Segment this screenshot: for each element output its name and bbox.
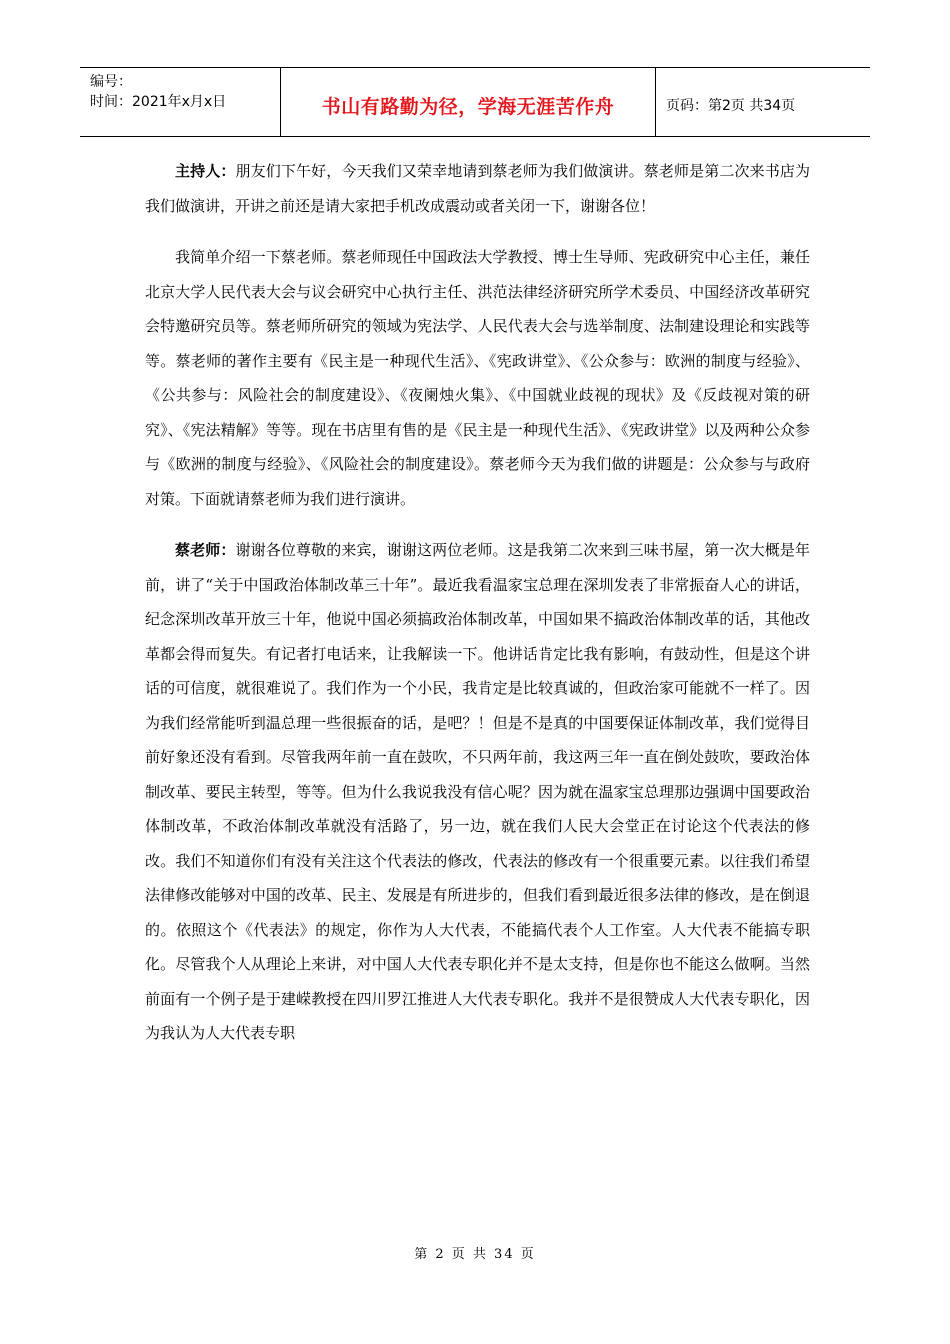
header-right-cell bbox=[656, 68, 870, 136]
speaker-label: 主持人： bbox=[175, 162, 236, 180]
doc-number-label: 编号： bbox=[90, 74, 132, 90]
paragraph-lecture bbox=[145, 533, 810, 1051]
page-header bbox=[80, 67, 870, 137]
header-left-cell bbox=[80, 68, 280, 136]
document-body bbox=[145, 154, 810, 1051]
header-motto: 书山有路勤为径，学海无涯苦作舟 bbox=[321, 95, 615, 118]
paragraph-text: 朋友们下午好，今天我们又荣幸地请到蔡老师为我们做演讲。蔡老师是第二次来书店为我们做演讲，开讲之前还是请大家把手机改成震动或者关闭一下，谢谢各位！ bbox=[145, 162, 810, 215]
page-footer: 第 2 页 共 34 页 bbox=[414, 1247, 536, 1262]
date-label: 时间：2021年x月x日 bbox=[90, 94, 227, 110]
paragraph-speaker-bio bbox=[145, 240, 810, 516]
paragraph-text: 我简单介绍一下蔡老师。蔡老师现任中国政法大学教授、博士生导师、宪政研究中心主任，兼任北京大学人民代表大会与议会研究中心执行主任、洪范法律经济研究所学术委员、中国经济改革研究会特邀研究员等。蔡老师所研究的领域为宪法学、人民代表大会与选举制度、法制建设理论和实践等等。蔡老师的著作主要有《民主是一种现代生活》、《宪政讲堂》、《公众参与：欧洲的制度与经验》、《公共参与：风险社会的制度建设》、《夜阑烛火集》、《中国就业歧视的现状》及《反歧视对策的研究》、《宪法精解》等等。现在书店里有售的是《民主是一种现代生活》、《宪政讲堂》以及两种公众参与《欧洲的制度与经验》、《风险社会的制度建设》。蔡老师今天为我们做的讲题是：公众参与与政府对策。下面就请蔡老师为我们进行演讲。 bbox=[145, 248, 810, 508]
page-indicator: 页码：第2页 共34页 bbox=[666, 98, 796, 114]
paragraph-text: 谢谢各位尊敬的来宾，谢谢这两位老师。这是我第二次来到三味书屋，第一次大概是年前，讲了“关于中国政治体制改革三十年”。最近我看温家宝总理在深圳发表了非常振奋人心的讲话，纪念深圳改革开放三十年，他说中国必须搞政治体制改革，中国如果不搞政治体制改革的话，其他改革都会得而复失。有记者打电话来，让我解读一下。他讲话肯定比我有影响，有鼓动性，但是这个讲话的可信度，就很难说了。我们作为一个小民，我肯定是比较真诚的，但政治家可能就不一样了。因为我们经常能听到温总理一些很振奋的话，是吧？！但是不是真的中国要保证体制改革，我们觉得目前好象还没有看到。尽管我两年前一直在鼓吹，不只两年前，我这两三年一直在倒处鼓吹，要政治体制改革、要民主转型，等等。但为什么我说我没有信心呢？因为就在温家宝总理那边强调中国要政治体制改革，不政治体制改革就没有活路了，另一边，就在我们人民大会堂正在讨论这个代表法的修改。我们不知道你们有没有关注这个代表法的修改，代表法的修改有一个很重要元素。以往我们希望法律修改能够对中国的改革、民主、发展是有所进步的，但我们看到最近很多法律的修改，是在倒退的。依照这个《代表法》的规定，你作为人大代表，不能搞代表个人工作室。人大代表不能搞专职化。尽管我个人从理论上来讲，对中国人大代表专职化并不是太支持，但是你也不能这么做啊。当然前面有一个例子是于建嵘教授在四川罗江推进人大代表专职化。我并不是很赞成人大代表专职化，因为我认为人大代表专职 bbox=[145, 541, 810, 1042]
header-motto-cell bbox=[280, 68, 656, 136]
paragraph-host-intro bbox=[145, 154, 810, 223]
speaker-label: 蔡老师： bbox=[175, 541, 236, 559]
